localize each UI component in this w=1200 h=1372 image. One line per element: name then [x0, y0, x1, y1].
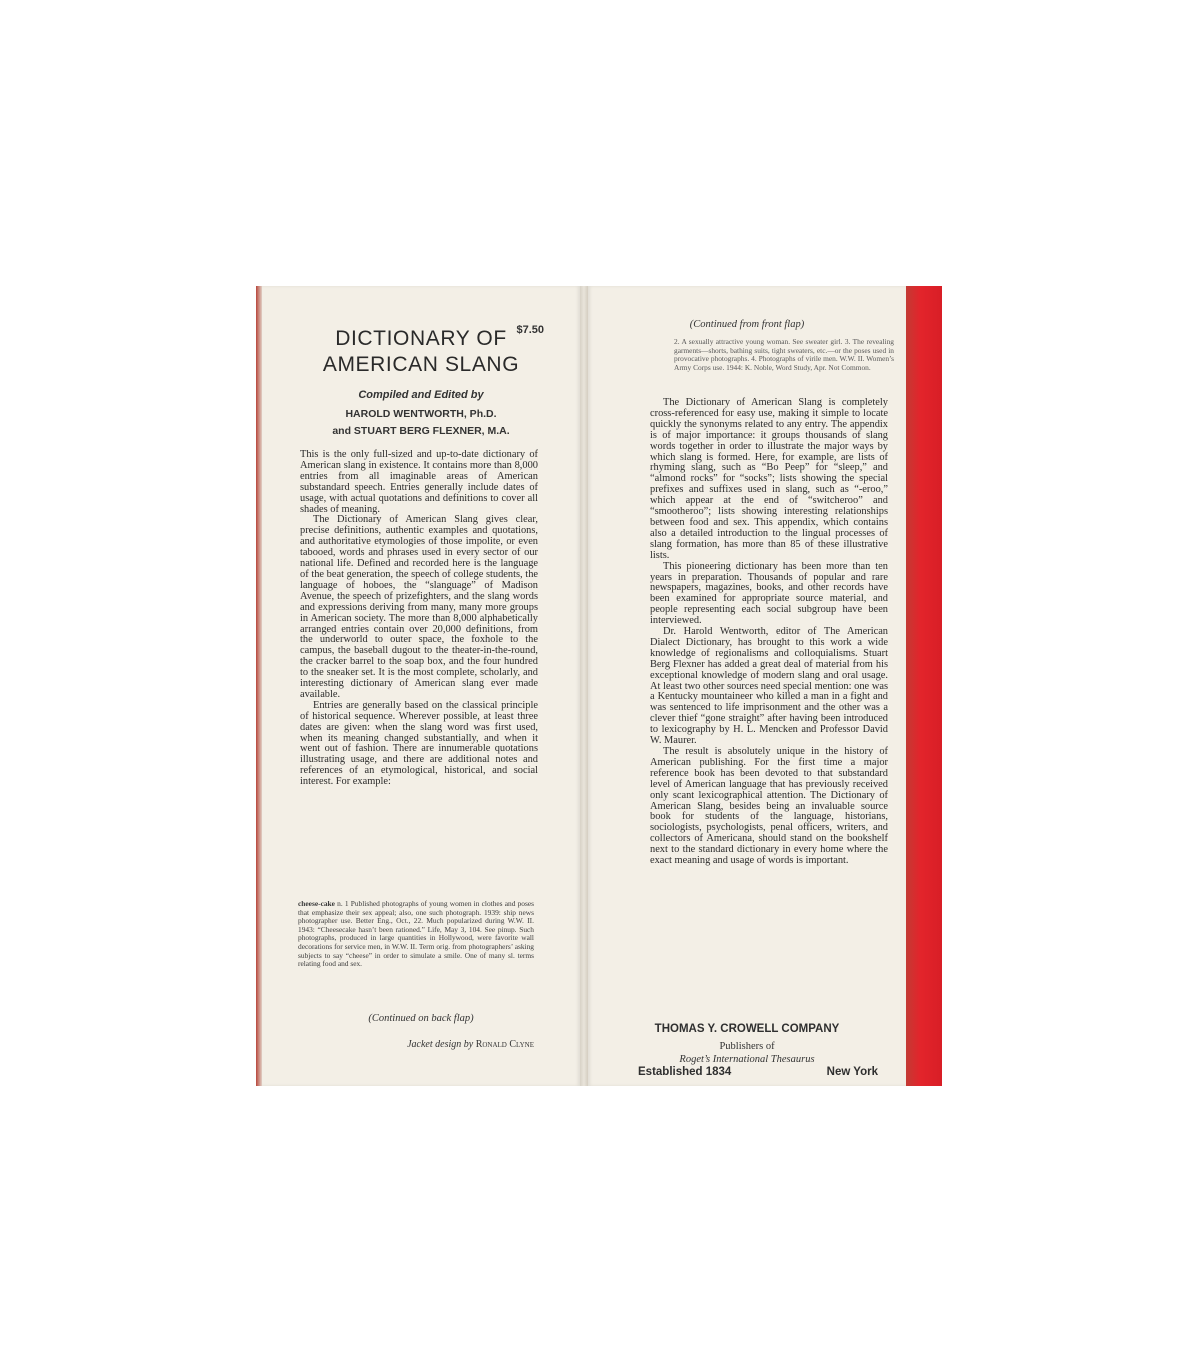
jacket-credit-prefix: Jacket design by [407, 1039, 474, 1050]
front-paragraph-3: Entries are generally based on the classical principle of historical sequence. Wherever possible, at least three dates are given: when the slang word was first used, when its meaning changed substantially, and when it went out of fashion. There are innumerable quotations illustrating usage, and there are additional notes and references of an etymological, historical, and social interest. For example: [300, 699, 538, 788]
title-line-2: AMERICAN SLANG [322, 353, 520, 376]
jacket-credit [407, 1039, 534, 1050]
author-2: and STUART BERG FLEXNER, M.A. [332, 425, 510, 437]
back-flap [588, 286, 906, 1086]
front-paragraph-2: The Dictionary of American Slang gives clear, precise definitions, authentic examples and quotations, and authoritative etymologies of those impolite, or even tabooed, words and phrases used in every sector of our national life. Defined and recorded here is the language of the beat generation, the speech of college students, the language of hoboes, the “slanguage” of Madison Avenue, the speech of prizefighters, and the slang words and expressions deriving from many, many more groups in American society. The more than 8,000 alphabetically arranged entries contain over 20,000 definitions, from the underworld to outer space, the foxhole to the campus, the baseball dugout to the theater-in-the-round, the cracker barrel to the soap box, and the four hundred to the sneaker set. It is the most complete, scholarly, and interesting dictionary of American slang ever made available. [300, 514, 538, 700]
author-1: HAROLD WENTWORTH, Ph.D. [345, 408, 497, 420]
flap-fold-gutter [580, 286, 588, 1086]
publisher-details [638, 1066, 878, 1078]
front-flap [262, 286, 580, 1086]
jacket-red-edge [906, 286, 942, 1086]
book-title [262, 326, 580, 378]
back-paragraph-1: The Dictionary of American Slang is completely cross-referenced for easy use, making it simple to locate quickly the synonyms related to any entry. The appendix is of major importance: it groups thousands of slang words together in order to illustrate the major ways by which slang is formed. Here, for example, are lists of rhyming slang, such as “Bo Peep” for “sleep,” and “almond rocks” for “socks”; lists showing the special prefixes and suffixes used in slang, such as “-eroo,” which appear at the end of “switcheroo” and “smootheroo”; lists showing interesting relationships between food and sex. This appendix, which contains also a detailed introduction to the lingual processes of slang formation, has more than 85 of these illustrative lists. [650, 397, 888, 561]
entry-definition: n. 1 Published photographs of young women in clothes and poses that emphasize their sex appeal; also, one such photograph. 1939: ship news photographer use. Better Eng., Oct., 22. Much popularized during W.W. II. 1943: “Cheesecake hasn’t been rationed.” Life, May 3, 104. See pinup. Such photographs, produced in large quantities in Hollywood, were favorite wall decorations for service men, in W.W. II. Term orig. from photographers’ asking subjects to say “cheese” in order to simulate a smile. One of many sl. terms relating food and sex. [298, 899, 534, 969]
publishers-of: Publishers of [719, 1041, 775, 1052]
back-paragraph-4: The result is absolutely unique in the history of American publishing. For the first time a major reference book has been devoted to that substandard level of American language that has previously received only scant lexicographical attention. The Dictionary of American Slang, besides being an invaluable source book for students of the language, historians, sociologists, psychologists, penal officers, writers, and collectors of Americana, should stand on the bookshelf next to the standard dictionary in every home where the exact meaning and usage of words is important. [650, 746, 888, 867]
compiled-by: Compiled and Edited by [358, 389, 484, 401]
title-line-1: DICTIONARY OF [335, 327, 507, 350]
continued-entry: 2. A sexually attractive young woman. See sweater girl. 3. The revealing garments—shorts, bathing suits, tight sweaters, etc.—or the poses used in provocative photographs. 4. Photographs of virile men. W.W. II. Women’s Army Corps use. 1944: K. Noble, Word Study, Apr. Not Common. [674, 337, 894, 372]
publication-title: Roget’s International Thesaurus [679, 1054, 815, 1065]
publisher-city: New York [826, 1066, 878, 1078]
price-label: $7.50 [516, 324, 544, 336]
example-entry [298, 900, 534, 969]
jacket-designer: Ronald Clyne [475, 1039, 534, 1050]
back-flap-body [650, 398, 888, 867]
front-paragraph-1: This is the only full-sized and up-to-date dictionary of American slang in existence. It contains more than 8,000 entries from all imaginable areas of American substandard speech. Entries generally include dates of usage, with actual quotations and definitions to cover all shades of meaning. [300, 449, 538, 515]
back-paragraph-2: This pioneering dictionary has been more than ten years in preparation. Thousands of popular and rare newspapers, magazines, books, and other records have been examined for appropriate source material, and people representing each social subgroup have been interviewed. [650, 560, 888, 627]
established-year: Established 1834 [638, 1066, 732, 1078]
back-paragraph-3: Dr. Harold Wentworth, editor of The American Dialect Dictionary, has brought to this work a wide knowledge of regionalisms and colloquialisms. Stuart Berg Flexner has added a great deal of material from his exceptional knowledge of modern slang and oral usage. At least two other sources need special mention: one was a Kentucky mountaineer who killed a man in a fight and was sentenced to life imprisonment and the other was a clever thief “gone straight” after having been introduced to lexicography by H. L. Mencken and Professor David W. Maurer. [650, 626, 888, 747]
front-flap-body [300, 450, 538, 788]
entry-headword: cheese-cake [298, 899, 335, 908]
continued-from-front: (Continued from front flap) [689, 319, 805, 330]
continued-on-back: (Continued on back flap) [368, 1013, 474, 1024]
publisher-name: THOMAS Y. CROWELL COMPANY [654, 1023, 840, 1035]
